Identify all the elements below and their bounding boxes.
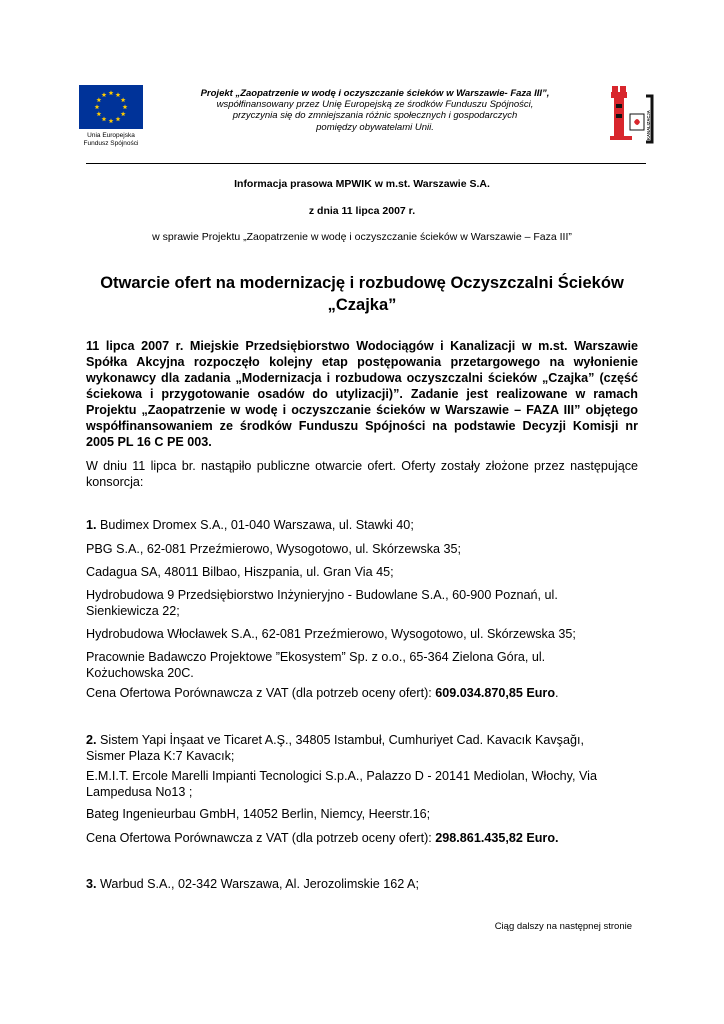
offer-company-line: Sismer Plaza K:7 Kavacık;	[86, 748, 235, 763]
article-title	[86, 272, 638, 316]
offer-number: 1.	[86, 518, 97, 532]
offer-company: Bateg Ingenieurbau GmbH, 14052 Berlin, Niemcy, Heerstr.16;	[86, 807, 431, 821]
mpwik-logo	[608, 84, 654, 144]
project-header-line: przyczynia się do zmniejszania różnic społecznych i gospodarczych	[232, 110, 518, 122]
offer-company	[86, 588, 646, 619]
eu-star-icon	[121, 97, 126, 102]
offer-number: 3.	[86, 877, 97, 891]
header-divider	[86, 163, 646, 164]
eu-star-icon	[121, 111, 126, 116]
article-title-line: Otwarcie ofert na modernizację i rozbudowę Oczyszczalni Ścieków	[100, 274, 624, 292]
offer-company: Cadagua SA, 48011 Bilbao, Hiszpania, ul. Gran Via 45;	[86, 565, 394, 579]
press-release-subject: w sprawie Projektu „Zaopatrzenie w wodę i oczyszczanie ścieków w Warszawie – Faza III”	[152, 231, 572, 243]
eu-caption-line: Unia Europejska	[87, 132, 135, 139]
offer-company-line: Kożuchowska 20C.	[86, 665, 194, 680]
offer-company-line: Hydrobudowa 9 Przedsiębiorstwo Inżynieryjno - Budowlane S.A., 60-900 Poznań, ul.	[86, 588, 558, 602]
offer-price	[86, 831, 646, 847]
offer-company-line: Pracownie Badawczo Projektowe ”Ekosystem” Sp. z o.o., 65-364 Zielona Góra, ul.	[86, 650, 546, 664]
eu-star-icon	[96, 111, 101, 116]
offer-company: Budimex Dromex S.A., 01-040 Warszawa, ul. Stawki 40;	[96, 518, 414, 532]
article-title-line: „Czajka”	[327, 296, 397, 314]
eu-star-icon	[109, 90, 114, 95]
eu-star-icon	[109, 118, 114, 123]
logo-vertical-text: KANALIZACJA	[646, 110, 651, 140]
offer-company: Warbud S.A., 02-342 Warszawa, Al. Jerozolimskie 162 A;	[96, 877, 419, 891]
project-header-title: Projekt „Zaopatrzenie w wodę i oczyszczanie ścieków w Warszawie- Faza III”,	[200, 88, 550, 99]
eu-caption	[70, 132, 152, 148]
offer-1-line	[86, 518, 646, 534]
project-header	[160, 88, 590, 133]
press-release-title: Informacja prasowa MPWIK w m.st. Warszawie S.A.	[234, 178, 490, 190]
offer-company: PBG S.A., 62-081 Przeźmierowo, Wysogotowo, ul. Skórzewska 35;	[86, 542, 462, 556]
offer-company	[86, 769, 646, 800]
offer-company-line: Sistem Yapi İnşaat ve Ticaret A.Ş., 34805 Istambuł, Cumhuriyet Cad. Kavacık Kavşağı,	[96, 733, 584, 747]
continued-note: Ciąg dalszy na następnej stronie	[494, 921, 632, 932]
offer-company	[86, 650, 646, 681]
offer-number: 2.	[86, 733, 97, 747]
intro-paragraph: W dniu 11 lipca br. nastąpiło publiczne otwarcie ofert. Oferty zostały złożone przez następujące konsorcja:	[86, 459, 638, 489]
eu-star-icon	[116, 117, 121, 122]
price-value: 298.861.435,82 Euro.	[435, 831, 559, 845]
project-header-line: współfinansowany przez Unię Europejską ze środków Funduszu Spójności,	[216, 99, 534, 111]
eu-stars-icon	[79, 85, 143, 129]
lead-paragraph: 11 lipca 2007 r. Miejskie Przedsiębiorstwo Wodociągów i Kanalizacji w m.st. Warszawie Spółka Akcyjna rozpoczęło kolejny etap postępowania przetargowego na wyłonienie wykonawcy dla zadania „Modernizacja i rozbudowa oczyszczalni ścieków „Czajka” (część ściekowa i przygotowanie osadów do utylizacji)”. Zadanie jest realizowane w ramach Projektu „Zaopatrzenie w wodę i oczyszczanie ścieków w Warszawie – FAZA III” objętego współfinansowaniem ze środków Funduszu Spójności na podstawie Decyzji Komisji nr 2005 PL 16 C PE 003.	[86, 339, 638, 449]
eu-star-icon	[102, 92, 107, 97]
offer-company-line: Lampedusa No13 ;	[86, 784, 193, 799]
eu-star-icon	[95, 104, 100, 109]
eu-star-icon	[102, 117, 107, 122]
offer-company: Hydrobudowa Włocławek S.A., 62-081 Przeźmierowo, Wysogotowo, ul. Skórzewska 35;	[86, 627, 576, 641]
price-label: Cena Ofertowa Porównawcza z VAT (dla potrzeb oceny ofert):	[86, 831, 436, 845]
offer-3-line	[86, 877, 646, 893]
eu-star-icon	[96, 97, 101, 102]
eu-star-icon	[116, 92, 121, 97]
price-value: 609.034.870,85 Euro	[435, 686, 556, 700]
offer-price	[86, 686, 646, 702]
offer-2-line	[86, 733, 646, 764]
offer-company-line: Sienkiewicza 22;	[86, 603, 180, 618]
offer-company-line: E.M.I.T. Ercole Marelli Impianti Tecnologici S.p.A., Palazzo D - 20141 Mediolan, Włochy, Via	[86, 769, 597, 783]
price-end: .	[555, 686, 559, 700]
eu-caption-line: Fundusz Spójności	[83, 140, 139, 147]
eu-flag-logo	[79, 85, 143, 129]
price-label: Cena Ofertowa Porównawcza z VAT (dla potrzeb oceny ofert):	[86, 686, 436, 700]
project-header-line: pomiędzy obywatelami Unii.	[316, 121, 434, 133]
eu-star-icon	[123, 104, 128, 109]
press-release-date: z dnia 11 lipca 2007 r.	[308, 205, 416, 217]
